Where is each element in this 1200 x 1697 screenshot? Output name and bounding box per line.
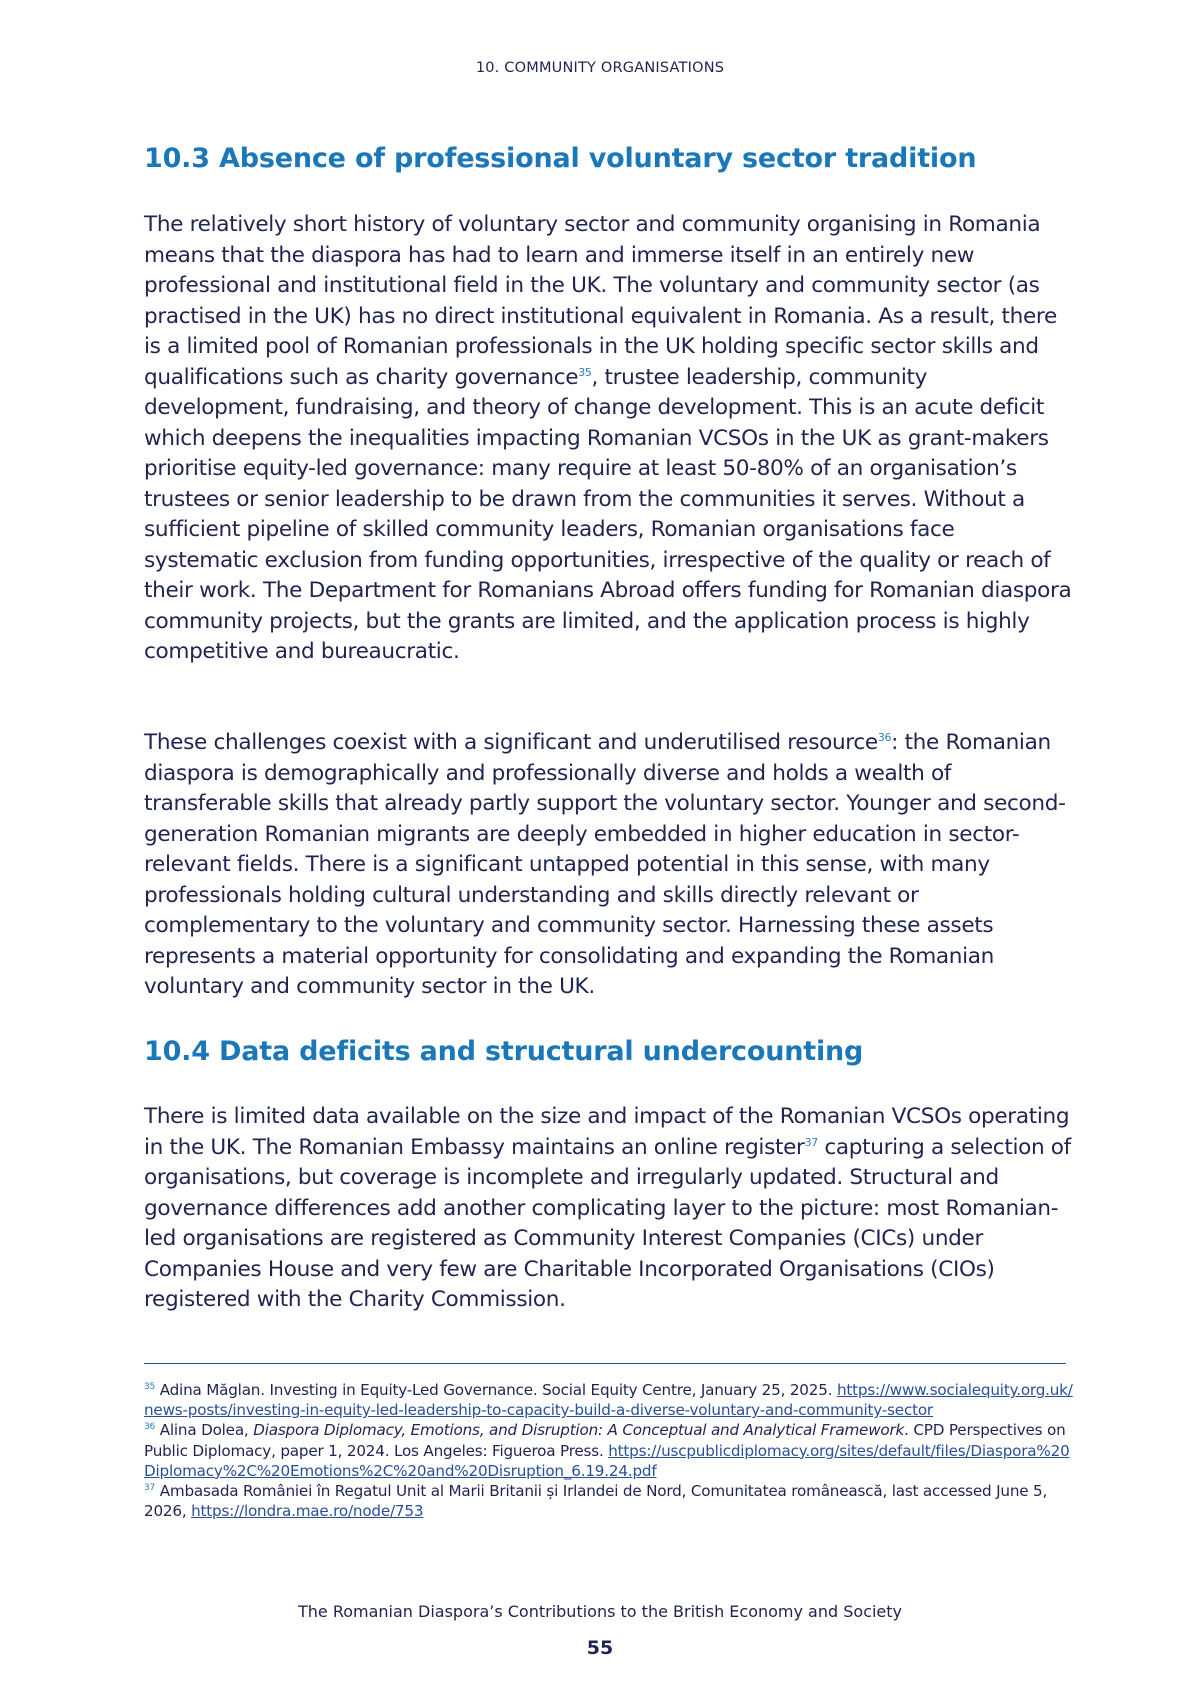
footnote-ref-35[interactable]: 35 — [578, 365, 592, 379]
body-paragraph — [144, 728, 1074, 1003]
paragraph-text: There is limited data available on the size and impact of the Romanian VCSOs operating in the UK. The Romanian Embassy maintains an online register — [144, 1104, 1070, 1160]
footnote-text: . CPD Perspectives on Public Diplomacy, paper 1, 2024. Los Angeles: Figueroa Press. — [144, 1421, 1066, 1460]
section-10-3 — [144, 143, 1074, 174]
footnote-number: 35 — [144, 1381, 156, 1392]
footnote-author: Alina Dolea, — [155, 1421, 254, 1440]
footnote-text: Adina Măglan. Investing in Equity-Led Governance. Social Equity Centre, January 25, 2025. — [155, 1381, 837, 1399]
footnote-37 — [144, 1481, 1079, 1521]
paragraph-text: The relatively short history of voluntary sector and community organising in Romania means that the diaspora has had to learn and immerse itself in an entirely new professional and institutional field in the UK. The voluntary and community sector (as practised in the UK) has no direct institutional equivalent in Romania. As a result, there is a limited pool of Romanian professionals in the UK holding specific sector skills and qualifications such as charity governance — [144, 212, 1057, 390]
footnote-ref-37[interactable]: 37 — [804, 1135, 818, 1149]
section-10-3-paragraph-2 — [144, 728, 1074, 1003]
footnote-title: Diaspora Diplomacy, Emotions, and Disruption: A Conceptual and Analytical Framework — [253, 1421, 905, 1440]
body-paragraph — [144, 1102, 1074, 1316]
section-10-4-paragraph-1 — [144, 1102, 1074, 1316]
body-paragraph — [144, 210, 1074, 668]
footnote-link[interactable]: https://uscpublicdiplomacy.org/sites/default/files/Diaspora%20Diplomacy%2C%20Emotions%2C%20and%20Disruption_6.19.24.pdf — [144, 1441, 1070, 1480]
paragraph-text: capturing a selection of organisations, but coverage is incomplete and irregularly updated. Structural and governance differences add another complicating layer to the picture: most Romanian-led organisations are registered as Community Interest Companies (CICs) under Companies House and very few are Charitable Incorporated Organisations (CIOs) registered with the Charity Commission. — [144, 1134, 1071, 1312]
running-header: 10. COMMUNITY ORGANISATIONS — [475, 60, 725, 76]
paragraph-text: : the Romanian diaspora is demographically and professionally diverse and holds a wealth of transferable skills that already partly support the voluntary sector. Younger and second-generation Romanian migrants are deeply embedded in higher education in sector-relevant fields. There is a significant untapped potential in this sense, with many professionals holding cultural understanding and skills directly relevant or complementary to the voluntary and community sector. Harnessing these assets represents a material opportunity for consolidating and expanding the Romanian voluntary and community sector in the UK. — [144, 730, 1066, 999]
footnote-35 — [144, 1380, 1079, 1420]
section-10-4 — [144, 1036, 1074, 1067]
footnote-ref-36[interactable]: 36 — [877, 730, 892, 744]
footnote-link[interactable]: https://www.socialequity.org.uk/news-posts/investing-in-equity-led-leadership-to-capacity-build-a-diverse-voluntary-and-community-sector — [144, 1381, 1073, 1420]
footnote-number: 37 — [144, 1482, 156, 1493]
paragraph-text: , trustee leadership, community development, fundraising, and theory of change development. This is an acute deficit which deepens the inequalities impacting Romanian VCSOs in the UK as grant-makers prioritise equity-led governance: many require at least 50-80% of an organisation’s trustees or senior leadership to be drawn from the communities it serves. Without a sufficient pipeline of skilled community leaders, Romanian organisations face systematic exclusion from funding opportunities, irrespective of the quality or reach of their work. The Department for Romanians Abroad offers funding for Romanian diaspora community projects, but the grants are limited, and the application process is highly competitive and bureaucratic. — [144, 364, 1072, 664]
footnotes — [144, 1380, 1079, 1521]
footnote-number: 36 — [144, 1422, 156, 1433]
page-number: 55 — [586, 1637, 614, 1659]
footnote-divider — [144, 1363, 1066, 1364]
footnote-link[interactable]: https://londra.mae.ro/node/753 — [191, 1502, 424, 1521]
footer-publication-title: The Romanian Diaspora’s Contributions to the British Economy and Society — [297, 1602, 903, 1621]
footnote-text: Ambasada României în Regatul Unit al Marii Britanii și Irlandei de Nord, Comunitatea românească, last accessed June 5, 2026, — [144, 1482, 1048, 1521]
footnote-36 — [144, 1420, 1079, 1481]
paragraph-text: These challenges coexist with a significant and underutilised resource — [144, 730, 878, 755]
section-10-3-paragraph-1 — [144, 210, 1074, 668]
section-heading-10-3: 10.3 Absence of professional voluntary sector tradition — [144, 143, 977, 174]
section-heading-10-4: 10.4 Data deficits and structural undercounting — [144, 1036, 864, 1067]
